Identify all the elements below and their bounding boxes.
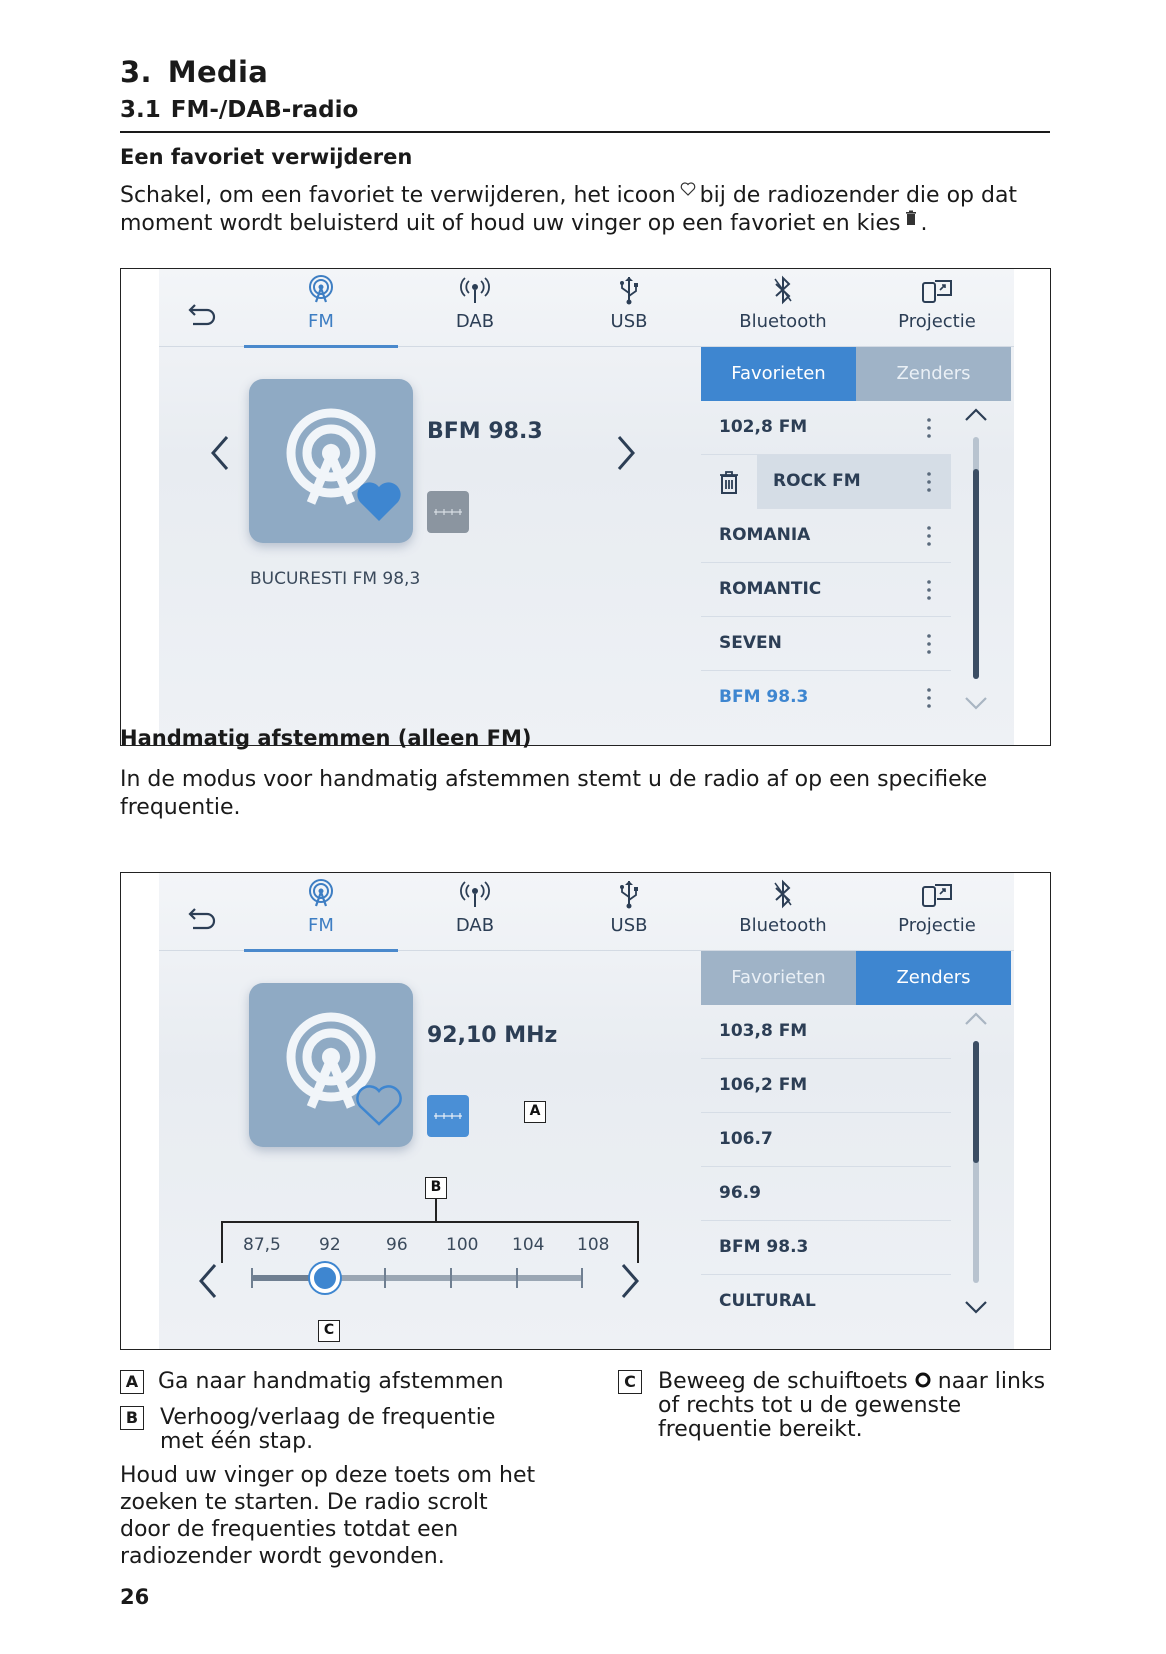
bluetooth-icon	[771, 275, 795, 305]
list-item[interactable]: ROMANTIC	[701, 563, 951, 617]
list-item[interactable]: 106.7	[701, 1113, 951, 1167]
rds-text: BUCURESTI FM 98,3	[250, 569, 421, 589]
tab-bluetooth[interactable]: Bluetooth	[706, 873, 860, 951]
slider-tick	[450, 1268, 452, 1288]
scale-label: 92	[319, 1235, 341, 1255]
manual-tune-button[interactable]	[427, 491, 469, 533]
tab-projection[interactable]: Projectie	[860, 269, 1014, 347]
tab-usb[interactable]: USB	[552, 873, 706, 951]
list-item[interactable]: 103,8 FM	[701, 1005, 951, 1059]
legend-b: B Verhoog/verlaag de frequentie met één stap.	[120, 1406, 540, 1430]
source-tabbar	[159, 269, 1014, 347]
usb-icon	[617, 275, 641, 305]
scroll-up-icon[interactable]	[961, 1009, 991, 1029]
manual-tune-button[interactable]	[427, 1095, 469, 1137]
more-icon[interactable]	[927, 471, 931, 493]
dab-antenna-icon	[460, 275, 490, 305]
heart-outline-icon[interactable]	[355, 1083, 403, 1127]
next-station-icon[interactable]	[607, 431, 643, 475]
more-icon[interactable]	[927, 633, 931, 655]
segment-favorites[interactable]: Favorieten	[701, 951, 856, 1005]
scale-label: 108	[577, 1235, 610, 1255]
station-artwork	[249, 379, 413, 543]
more-icon[interactable]	[927, 525, 931, 547]
projection-icon	[920, 879, 954, 909]
projection-icon	[920, 275, 954, 305]
scale-label: 87,5	[243, 1235, 281, 1255]
usb-icon	[617, 879, 641, 909]
segment-stations[interactable]: Zenders	[856, 951, 1011, 1005]
scrollbar-thumb[interactable]	[973, 469, 979, 679]
bluetooth-icon	[771, 879, 795, 909]
tab-projection[interactable]: Projectie	[860, 873, 1014, 951]
tune-up-icon[interactable]	[611, 1259, 647, 1303]
radio-screen	[159, 873, 1014, 1350]
tab-dab[interactable]: DAB	[398, 873, 552, 951]
heart-filled-icon[interactable]	[355, 479, 403, 523]
list-item[interactable]: 96.9	[701, 1167, 951, 1221]
screenshot-favorites	[120, 268, 1051, 746]
heart-outline-icon	[680, 182, 696, 196]
heading-remove-favorite: Een favoriet verwijderen	[120, 145, 413, 169]
back-icon[interactable]	[183, 895, 223, 935]
back-icon[interactable]	[183, 291, 223, 331]
chapter-title: 3. Media	[120, 55, 269, 89]
segment-stations[interactable]: Zenders	[856, 347, 1011, 401]
list-item[interactable]: 106,2 FM	[701, 1059, 951, 1113]
scale-label: 104	[512, 1235, 545, 1255]
marker-b-line	[435, 1199, 437, 1221]
source-tabbar	[159, 873, 1014, 951]
tab-usb[interactable]: USB	[552, 269, 706, 347]
more-icon[interactable]	[927, 579, 931, 601]
station-name: BFM 98.3	[427, 419, 543, 444]
slider-knob-icon	[915, 1372, 931, 1388]
legend-c: C Beweeg de schuiftoets naar links of rechts tot u de gewenste frequentie bereikt.	[618, 1370, 1058, 1394]
trash-icon	[905, 210, 917, 226]
more-icon[interactable]	[927, 417, 931, 439]
list-item[interactable]: ROMANIA	[701, 509, 951, 563]
tune-down-icon[interactable]	[191, 1259, 227, 1303]
delete-favorite-button[interactable]	[701, 455, 757, 509]
marker-c: C	[318, 1320, 340, 1342]
screenshot-manual-tuning	[120, 872, 1051, 1350]
legend-b-extra: Houd uw vinger op deze toets om het zoeken te starten. De radio scrolt door de frequenties totdat een radiozender wordt gevonden.	[120, 1463, 536, 1569]
slider-tick	[384, 1268, 386, 1288]
scale-label: 100	[446, 1235, 479, 1255]
dab-antenna-icon	[460, 879, 490, 909]
marker-b: B	[425, 1177, 447, 1199]
slider-tick	[516, 1268, 518, 1288]
list-item-playing[interactable]: BFM 98.3	[701, 671, 951, 725]
previous-station-icon[interactable]	[203, 431, 239, 475]
page-number: 26	[120, 1585, 150, 1609]
legend-a: A Ga naar handmatig afstemmen	[120, 1370, 504, 1394]
segment-favorites[interactable]: Favorieten	[701, 347, 856, 401]
scroll-down-icon[interactable]	[961, 1297, 991, 1317]
list-item[interactable]: CULTURAL	[719, 1291, 816, 1311]
scroll-down-icon[interactable]	[961, 693, 991, 713]
scroll-up-icon[interactable]	[961, 405, 991, 425]
header-rule	[120, 131, 1050, 133]
radio-screen	[159, 269, 1014, 746]
heading-manual-tuning: Handmatig afstemmen (alleen FM)	[120, 726, 532, 750]
scale-label: 96	[386, 1235, 408, 1255]
tab-fm[interactable]: FM	[244, 873, 398, 951]
tab-bluetooth[interactable]: Bluetooth	[706, 269, 860, 347]
fm-radio-icon	[306, 275, 336, 305]
more-icon[interactable]	[927, 687, 931, 709]
list-item[interactable]: SEVEN	[701, 617, 951, 671]
scale-bracket	[221, 1221, 639, 1263]
tuning-scale-icon	[433, 1111, 463, 1121]
marker-a: A	[524, 1101, 546, 1123]
fm-radio-icon	[306, 879, 336, 909]
list-item[interactable]: 102,8 FM	[701, 401, 951, 455]
tab-fm[interactable]: FM	[244, 269, 398, 347]
scrollbar-thumb[interactable]	[973, 1041, 979, 1163]
slider-tick	[581, 1268, 583, 1288]
frequency-slider-knob[interactable]	[310, 1263, 340, 1293]
tab-dab[interactable]: DAB	[398, 269, 552, 347]
tuning-scale-icon	[433, 507, 463, 517]
frequency-display: 92,10 MHz	[427, 1023, 558, 1048]
trash-icon	[719, 470, 739, 494]
slider-tick	[251, 1268, 253, 1288]
paragraph-manual-tuning: In de modus voor handmatig afstemmen stemt u de radio af op een specifieke frequentie.	[120, 767, 988, 820]
section-title: 3.1 FM-/DAB-radio	[120, 97, 359, 123]
station-artwork	[249, 983, 413, 1147]
list-item[interactable]: BFM 98.3	[701, 1221, 951, 1275]
list-item-selected[interactable]: ROCK FM	[757, 455, 951, 509]
paragraph-remove-favorite: Schakel, om een favoriet te verwijderen, het icoon bij de radiozender die op dat moment wordt beluisterd uit of houd uw vinger op een favoriet en kies .	[120, 183, 1018, 236]
